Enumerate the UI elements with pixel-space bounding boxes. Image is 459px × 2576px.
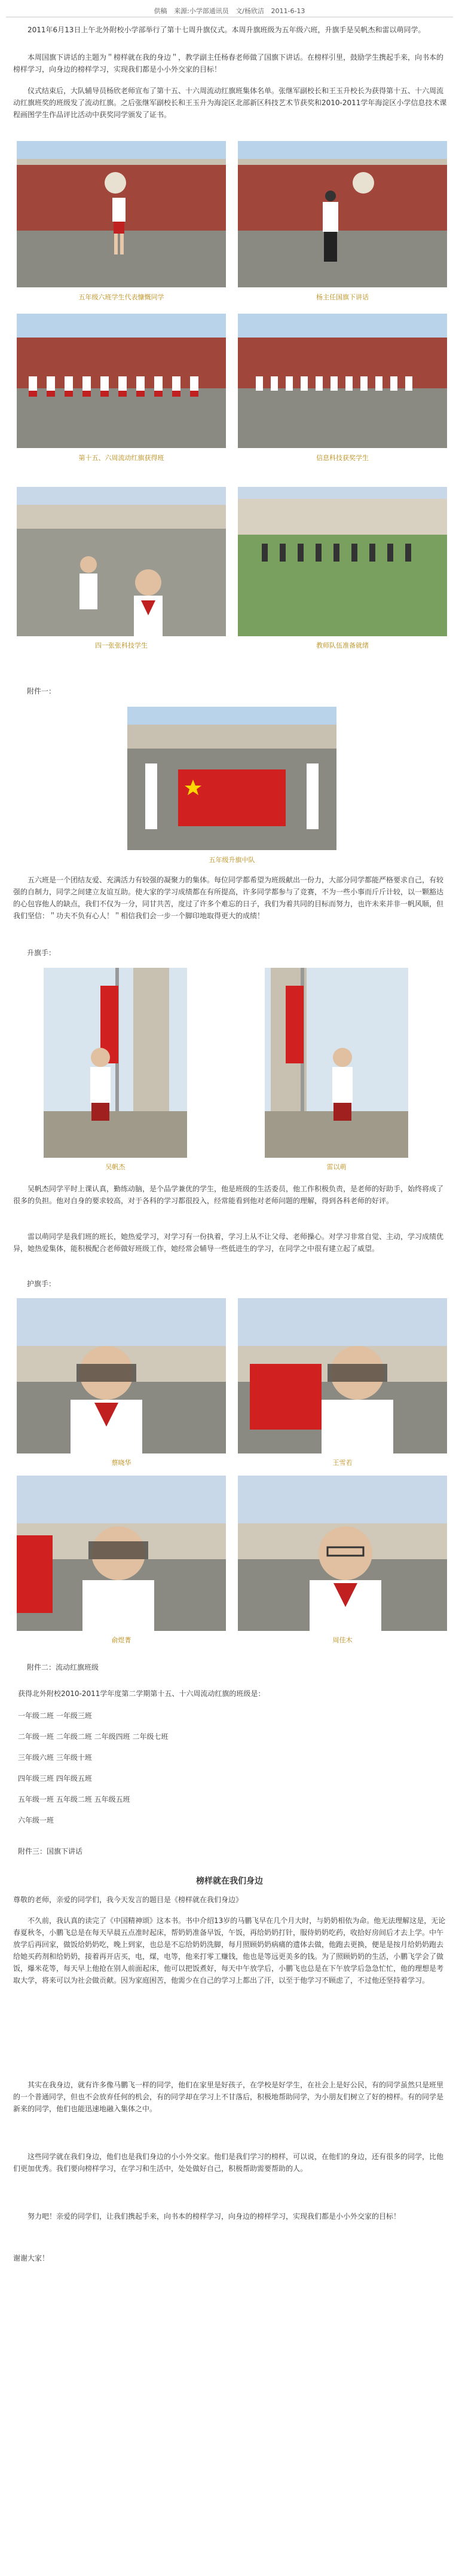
caption-flag-raiser-1: 吴帆杰: [105, 1163, 126, 1171]
photo-teacher-speech: [238, 141, 447, 287]
appendix-2-intro: 获得北外附校2010-2011学年度第二学期第十五、十六周流动红旗的班级是：: [18, 1689, 265, 1698]
speech-paragraph-3: 这些同学就在我们身边，他们也是我们身边的小小外交家。他们是我们学习的榜样，可以说，在他们的身边，还有很多的同学，比他们更加优秀。我们要向榜样学习，在学习和生活中，处处做好自己，积极帮助需要帮助的人。: [13, 2152, 444, 2173]
photo-flag-raiser-1: [44, 968, 187, 1158]
photo-award-students: [238, 314, 447, 448]
caption-guard-1: 蔡晓华: [111, 1459, 131, 1467]
caption-photo-2: 杨主任国旗下讲话: [316, 293, 369, 301]
flag-raiser-1-text: 吴帆杰同学平时上课认真，勤练动脑，是个品学兼优的学生，他是班级的生活委员，他工作积极负责，是老师的好助手，始终将成了很多的负担。他对自身的要求较高，对于各科的学习都很投入，经常能看到他对老师问题的理解，得到各科老师的好评。: [13, 1185, 444, 1205]
photo-guard-1: [17, 1298, 226, 1453]
intro-paragraph-1: 2011年6月13日上午北外附校小学部举行了第十七周升旗仪式。本周升旗班级为五年级六班，升旗手是吴帆杰和雷以萌同学。: [27, 26, 426, 34]
class-list-item: 一年级二班 一年级三班: [18, 1712, 92, 1720]
appendix-2-label: 附件二：流动红旗班级: [27, 1663, 99, 1672]
photo-guard-4: [238, 1476, 447, 1631]
photo-flag-raiser-2: [265, 968, 408, 1158]
meta-date: 2011-6-13: [271, 7, 305, 15]
class-list-item: 二年级一班 二年级二班 二年级四班 二年级七班: [18, 1732, 169, 1741]
appendix-1-label: 附件一：: [27, 687, 56, 695]
caption-photo-3: 第十五、六周流动红旗获得班: [78, 454, 164, 462]
article-meta: [0, 6, 459, 16]
speech-paragraph-2: 其实在我身边，就有许多像马鹏飞一样的同学，他们在家里是好孩子，在学校是好学生，在社会上是好公民，有的同学虽然只是班里的一个普通同学，但也不会放弃任何的机会，有的同学却在学习上不甘落后，积极地帮助同学，为小朋友们树立了好的榜样。有的同学是新来的同学，他们也能迅速地融入集体之中。: [13, 2081, 444, 2113]
caption-photo-4: 信息科技获奖学生: [316, 454, 369, 462]
caption-guard-4: 周佳木: [332, 1636, 353, 1644]
caption-flag-raiser-2: 雷以萌: [326, 1163, 347, 1171]
speech-closing: 谢谢大家！: [13, 2254, 50, 2262]
caption-photo-6: 教师队伍准备就绪: [316, 642, 369, 649]
photo-red-flag-class: [17, 314, 226, 448]
flag-raisers-label: 升旗手：: [27, 949, 56, 957]
photo-student-speaker: [17, 141, 226, 287]
speech-greeting: 尊敬的老师，亲爱的同学们，我今天发言的题目是《榜样就在我们身边》: [13, 1896, 243, 1904]
appendix-1-text: 五六班是一个团结友爱、充满活力有较强的凝聚力的集体。每位同学都希望为班级献出一份力，大部分同学都能严格要求自己，有较强的自制力，同学之间建立友谊互助。使大家的学习成绩都在有所提高，许多同学都参与了竞赛，不为一些小事而斤斤计较，以一颗豁达的心包容他人的缺点，我们不仅为一分，同甘共苦，度过了许多个难忘的日子，我们为着共同的目标而努力，也许未来并非一帆风顺，但我们坚信：＂功夫不负有心人！＂相信我们会一步一个脚印地取得更大的成绩！: [13, 876, 444, 920]
caption-photo-5: 四一张张科技学生: [95, 642, 148, 649]
caption-guard-2: 王雪若: [332, 1459, 353, 1467]
meta-nav: 供稿: [154, 7, 167, 15]
speech-paragraph-1: 不久前，我认真的读完了《中国精神颂》这本书。书中介绍13岁的马鹏飞早在几个月大时，与奶奶相依为命。他无法理解这是，无论春夏秋冬，小鹏飞总是在每天早晨五点准时起床，帮奶奶准备早饭，午饭，再给奶奶打针，服侍奶奶吃药，收拾好房间后才去上学。中午放学后再回家，做饭给奶奶吃，晚上到家，也总是不忘给奶奶洗脚，每月照顾奶奶病痛的遗体去做，他跑去更换，便是是按月给奶奶跑去给她买药剂和给奶奶，接着再开店买，电，煤，电等，他来打零工赚钱，他也是等远更美多的钱。为了照顾奶奶的生活，小鹏飞学会了做饭，爆米花等，每天早上他抢在别人前面起床，他可以把饭煮好，每天中午放学后，小鹏飞也总是在下午放学后急急忙忙，他的理想是考取大学，将来可以为社会做贡献。因为家庭困苦，他需少在自己的学习上都出了汗，以至于他学习不顾虑了，不过他还坚持着学习。: [13, 1916, 446, 1985]
photo-flag-squad: [127, 707, 336, 850]
speech-title: 榜样就在我们身边: [196, 1876, 263, 1886]
intro-paragraph-2: 本周国旗下讲话的主题为＂榜样就在我的身边＂，教学副主任杨春老师做了国旗下讲话。在榜样引里，鼓励学生携起手来，向书本的榜样学习，向身边的榜样学习，实现我们都是小小外交家的目标！: [13, 53, 444, 73]
class-list-item: 三年级六班 三年级十班: [18, 1753, 92, 1762]
photo-guard-3: [17, 1476, 226, 1631]
appendix-3-label: 附件三：国旗下讲话: [18, 1847, 83, 1856]
caption-guard-3: 俞煜菁: [111, 1636, 131, 1644]
meta-source: 来源:小学部通讯员: [174, 7, 229, 15]
class-list-item: 四年级三班 四年级五班: [18, 1774, 92, 1783]
guards-label: 护旗手：: [27, 1280, 56, 1288]
speech-paragraph-4: 努力吧！亲爱的同学们，让我们携起手来，向书本的榜样学习，向身边的榜样学习，实现我们都是小小外交家的目标！: [27, 2212, 401, 2221]
photo-students-lineup: [17, 487, 226, 636]
flag-raiser-2-text: 雷以萌同学是我们班的班长，她热爱学习，对学习有一份执着，学习上从不让父母、老师操心。对学习非常自觉、主动，学习成绩优异，她热爱集体，能积极配合老师做好班级工作，她经常会辅导一些低进生的学习，在同学之中很有建立起了威望。: [13, 1232, 444, 1253]
intro-paragraph-3: 仪式结束后，大队辅导员杨欣老师宣布了第十五、十六周流动红旗班集体名单。张继军副校长和王玉升校长为获得第十五、十六周流动红旗班奖的班级发了流动红旗。之后张继军副校长和王玉升为海淀区北部新区科技艺术节获奖和2010-2011学年海淀区小学信息技术课程画图学生作品评比活动中获奖同学颁发了证书。: [13, 87, 447, 119]
class-list-item: 五年级一班 五年级二班 五年级五班: [18, 1795, 130, 1804]
class-list-item: 六年级一班: [18, 1816, 54, 1824]
photo-teachers-ready: [238, 487, 447, 636]
photo-guard-2: [238, 1298, 447, 1453]
caption-photo-1: 五年级六班学生代表慷慨同学: [78, 293, 164, 301]
caption-flag-squad: 五年级升旗中队: [209, 856, 255, 864]
meta-author: 文/杨欣洁: [235, 7, 264, 15]
